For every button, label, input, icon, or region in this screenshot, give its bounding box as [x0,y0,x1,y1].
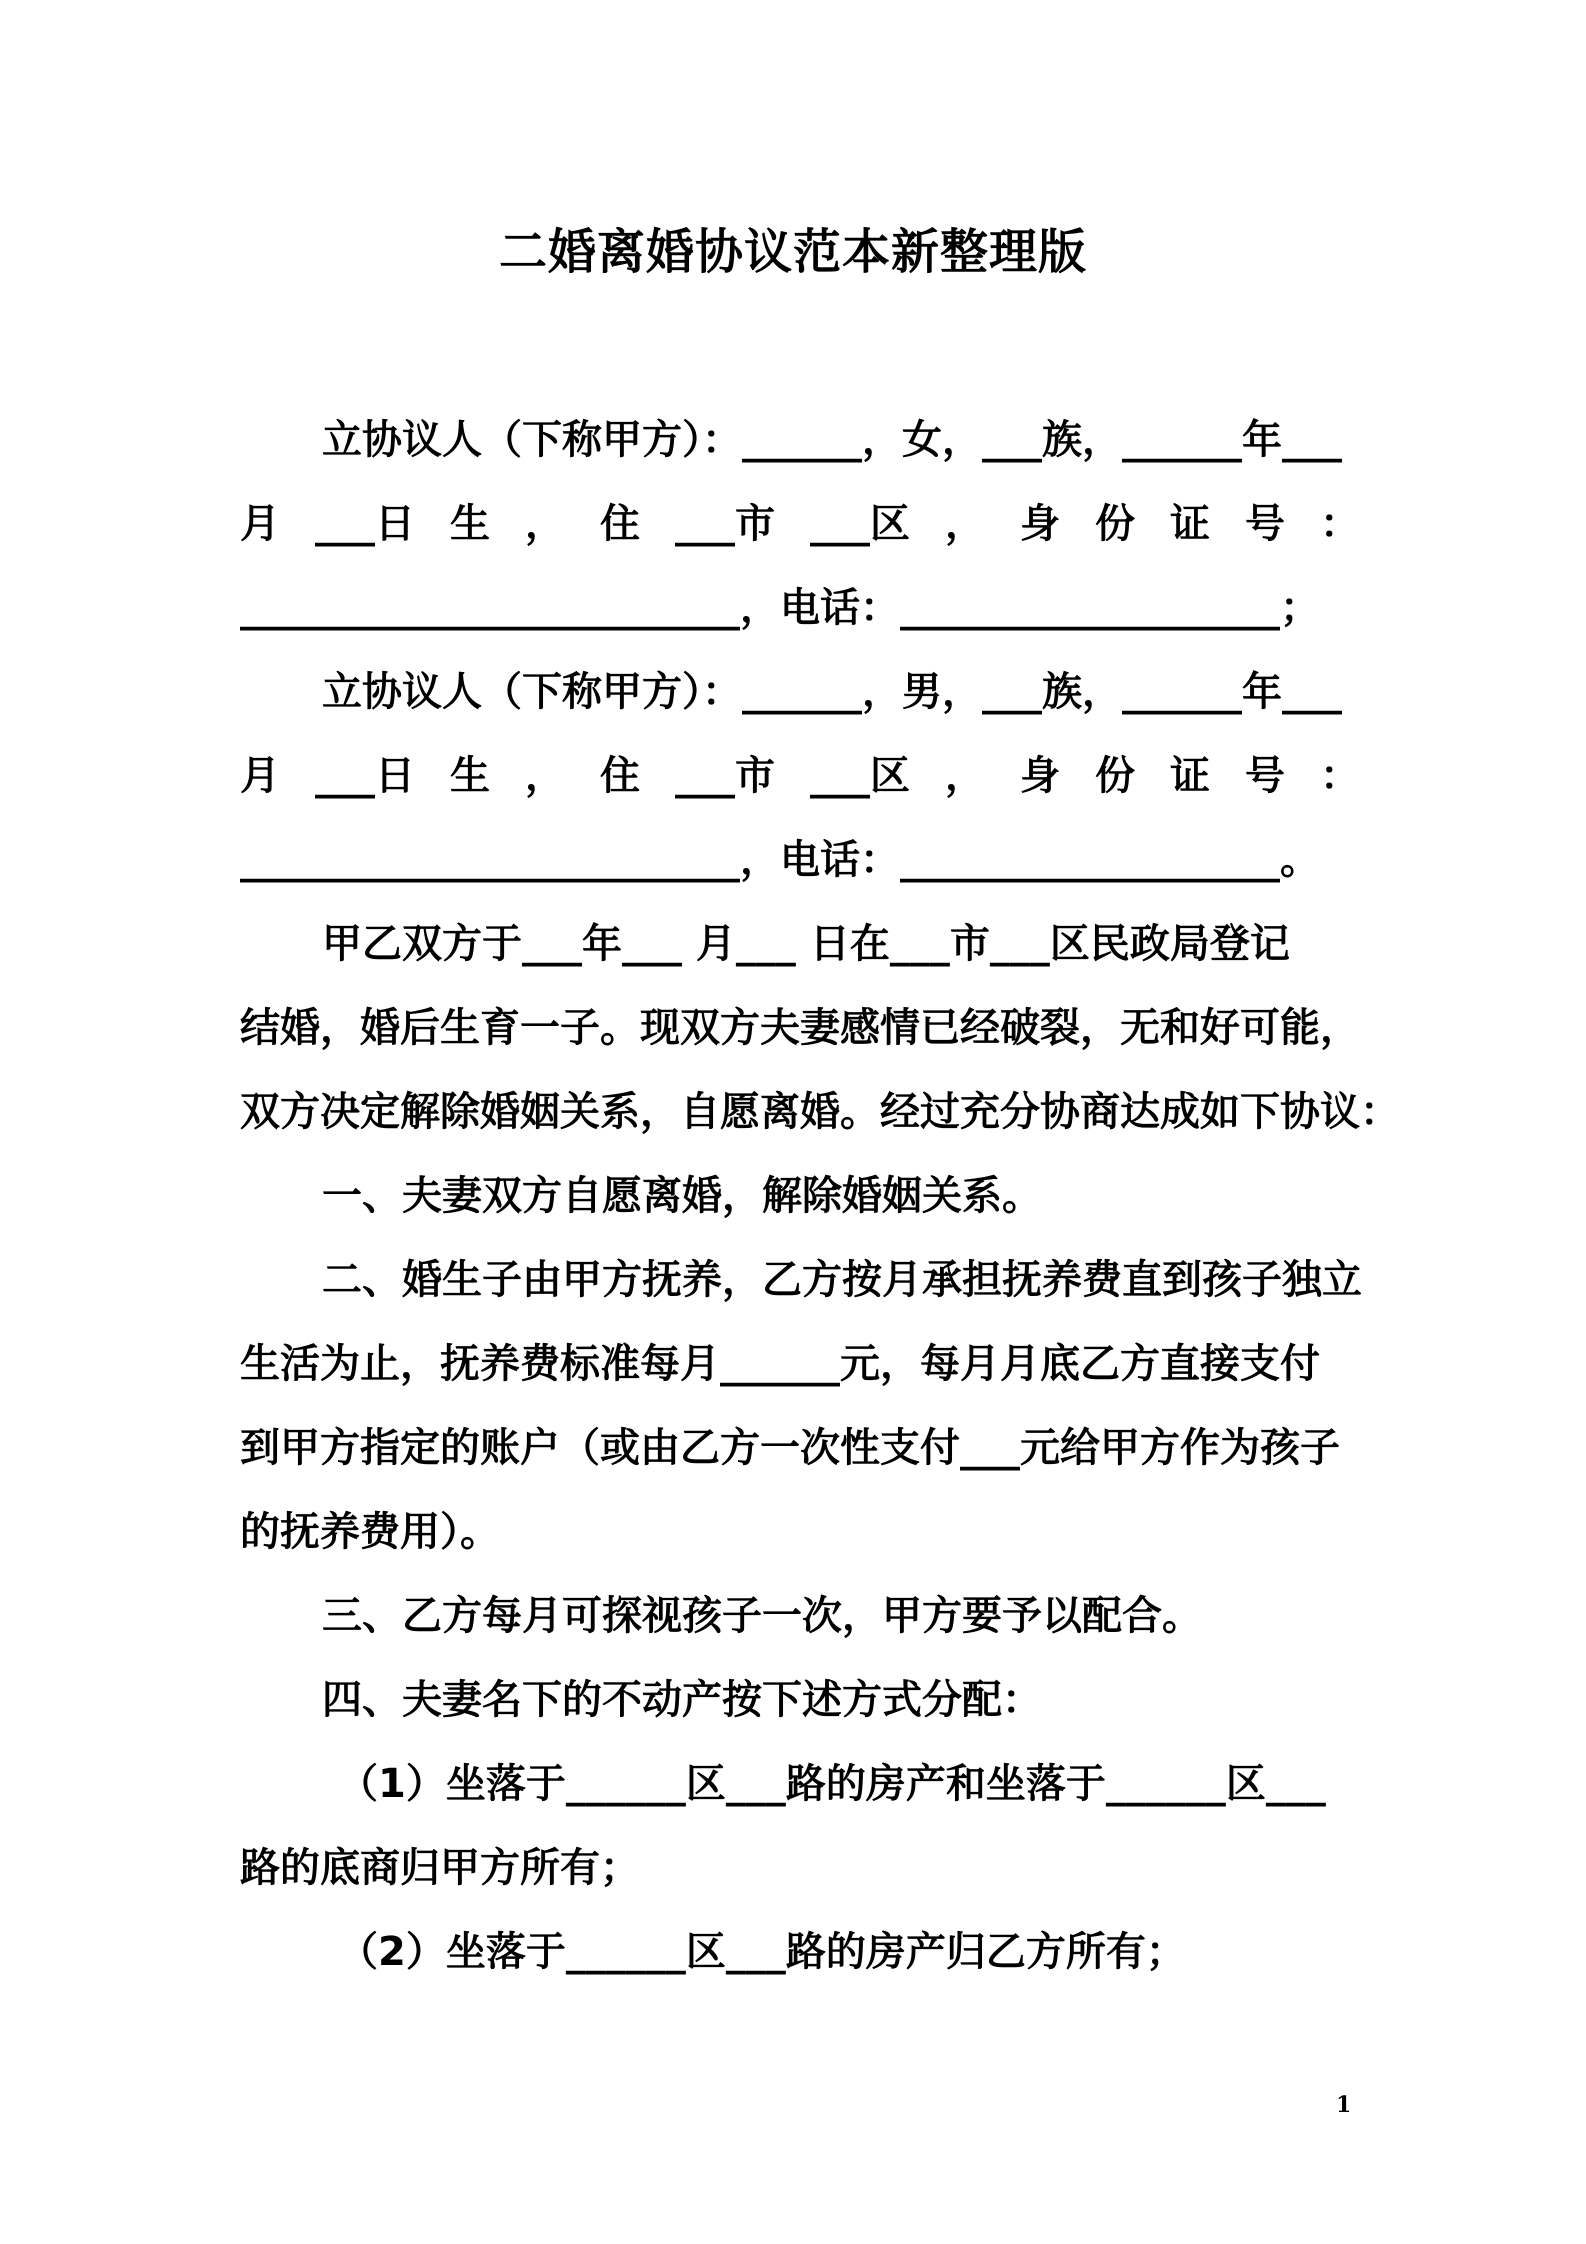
clause-4: 四、夫妻名下的不动产按下述方式分配： [322,1677,1042,1723]
party1-token: 份 [1095,501,1135,547]
party1-token: 身 [1020,501,1060,547]
item-1-line-2: 路的底商归甲方所有； [240,1845,640,1891]
clause-3: 三、乙方每月可探视孩子一次，甲方要予以配合。 [322,1593,1202,1639]
intro-line-1: 甲乙双方于___年___ 月___ 日在___市___区民政局登记 [322,921,1290,967]
intro-line-3: 双方决定解除婚姻关系，自愿离婚。经过充分协商达成如下协议： [240,1089,1400,1135]
party2-token: ： [1320,753,1360,799]
clause-2-line-4: 的抚养费用）。 [240,1509,500,1555]
intro-line-2: 结婚，婚后生育一子。现双方夫妻感情已经破裂，无和好可能， [240,1005,1360,1051]
party2-token: ， [945,753,985,799]
party2-token: 证 [1170,753,1210,799]
clause-2-line-2: 生活为止，抚养费标准每月______元，每月月底乙方直接支付 [240,1341,1320,1387]
party2-token: ___市 [675,753,775,799]
clause-2-line-3: 到甲方指定的账户（或由乙方一次性支付___元给甲方作为孩子 [240,1425,1340,1471]
party1-token: ___区 [810,501,910,547]
clause-1: 一、夫妻双方自愿离婚，解除婚姻关系。 [322,1173,1042,1219]
party1-line-3: _________________________，电话：___________________； [240,585,1320,631]
party1-token: 号 [1245,501,1285,547]
page-number: 1 [1336,2092,1352,2118]
party2-token: 份 [1095,753,1135,799]
party2-token: 生 [450,753,490,799]
party2-token: ___区 [810,753,910,799]
party1-token: 月 [240,501,280,547]
party1-token: 生 [450,501,490,547]
party1-token: ： [1320,501,1360,547]
party2-line-1: 立协议人（下称甲方）：______，男，___族，______年___ [322,669,1342,715]
party1-line-2 [240,496,1360,552]
party2-token: 月 [240,753,280,799]
party2-token: 身 [1020,753,1060,799]
party1-line-1: 立协议人（下称甲方）：______，女，___族，______年___ [322,417,1342,463]
party2-line-2 [240,748,1360,804]
party1-token: ， [525,501,565,547]
party1-token: ___日 [315,501,415,547]
party1-token: 住 [600,501,640,547]
clause-2-line-1: 二、婚生子由甲方抚养，乙方按月承担抚养费直到孩子独立 [322,1257,1362,1303]
party1-token: ， [945,501,985,547]
party1-token: 证 [1170,501,1210,547]
party2-token: 住 [600,753,640,799]
document-title: 二婚离婚协议范本新整理版 [498,224,1087,280]
item-1-line-1: （1）坐落于______区___路的房产和坐落于______区___ [338,1761,1326,1807]
item-2: （2）坐落于______区___路的房产归乙方所有； [338,1929,1186,1975]
party2-token: ___日 [315,753,415,799]
party2-line-3: _________________________，电话：___________________。 [240,837,1320,883]
party2-token: ， [525,753,565,799]
party1-token: ___市 [675,501,775,547]
party2-token: 号 [1245,753,1285,799]
